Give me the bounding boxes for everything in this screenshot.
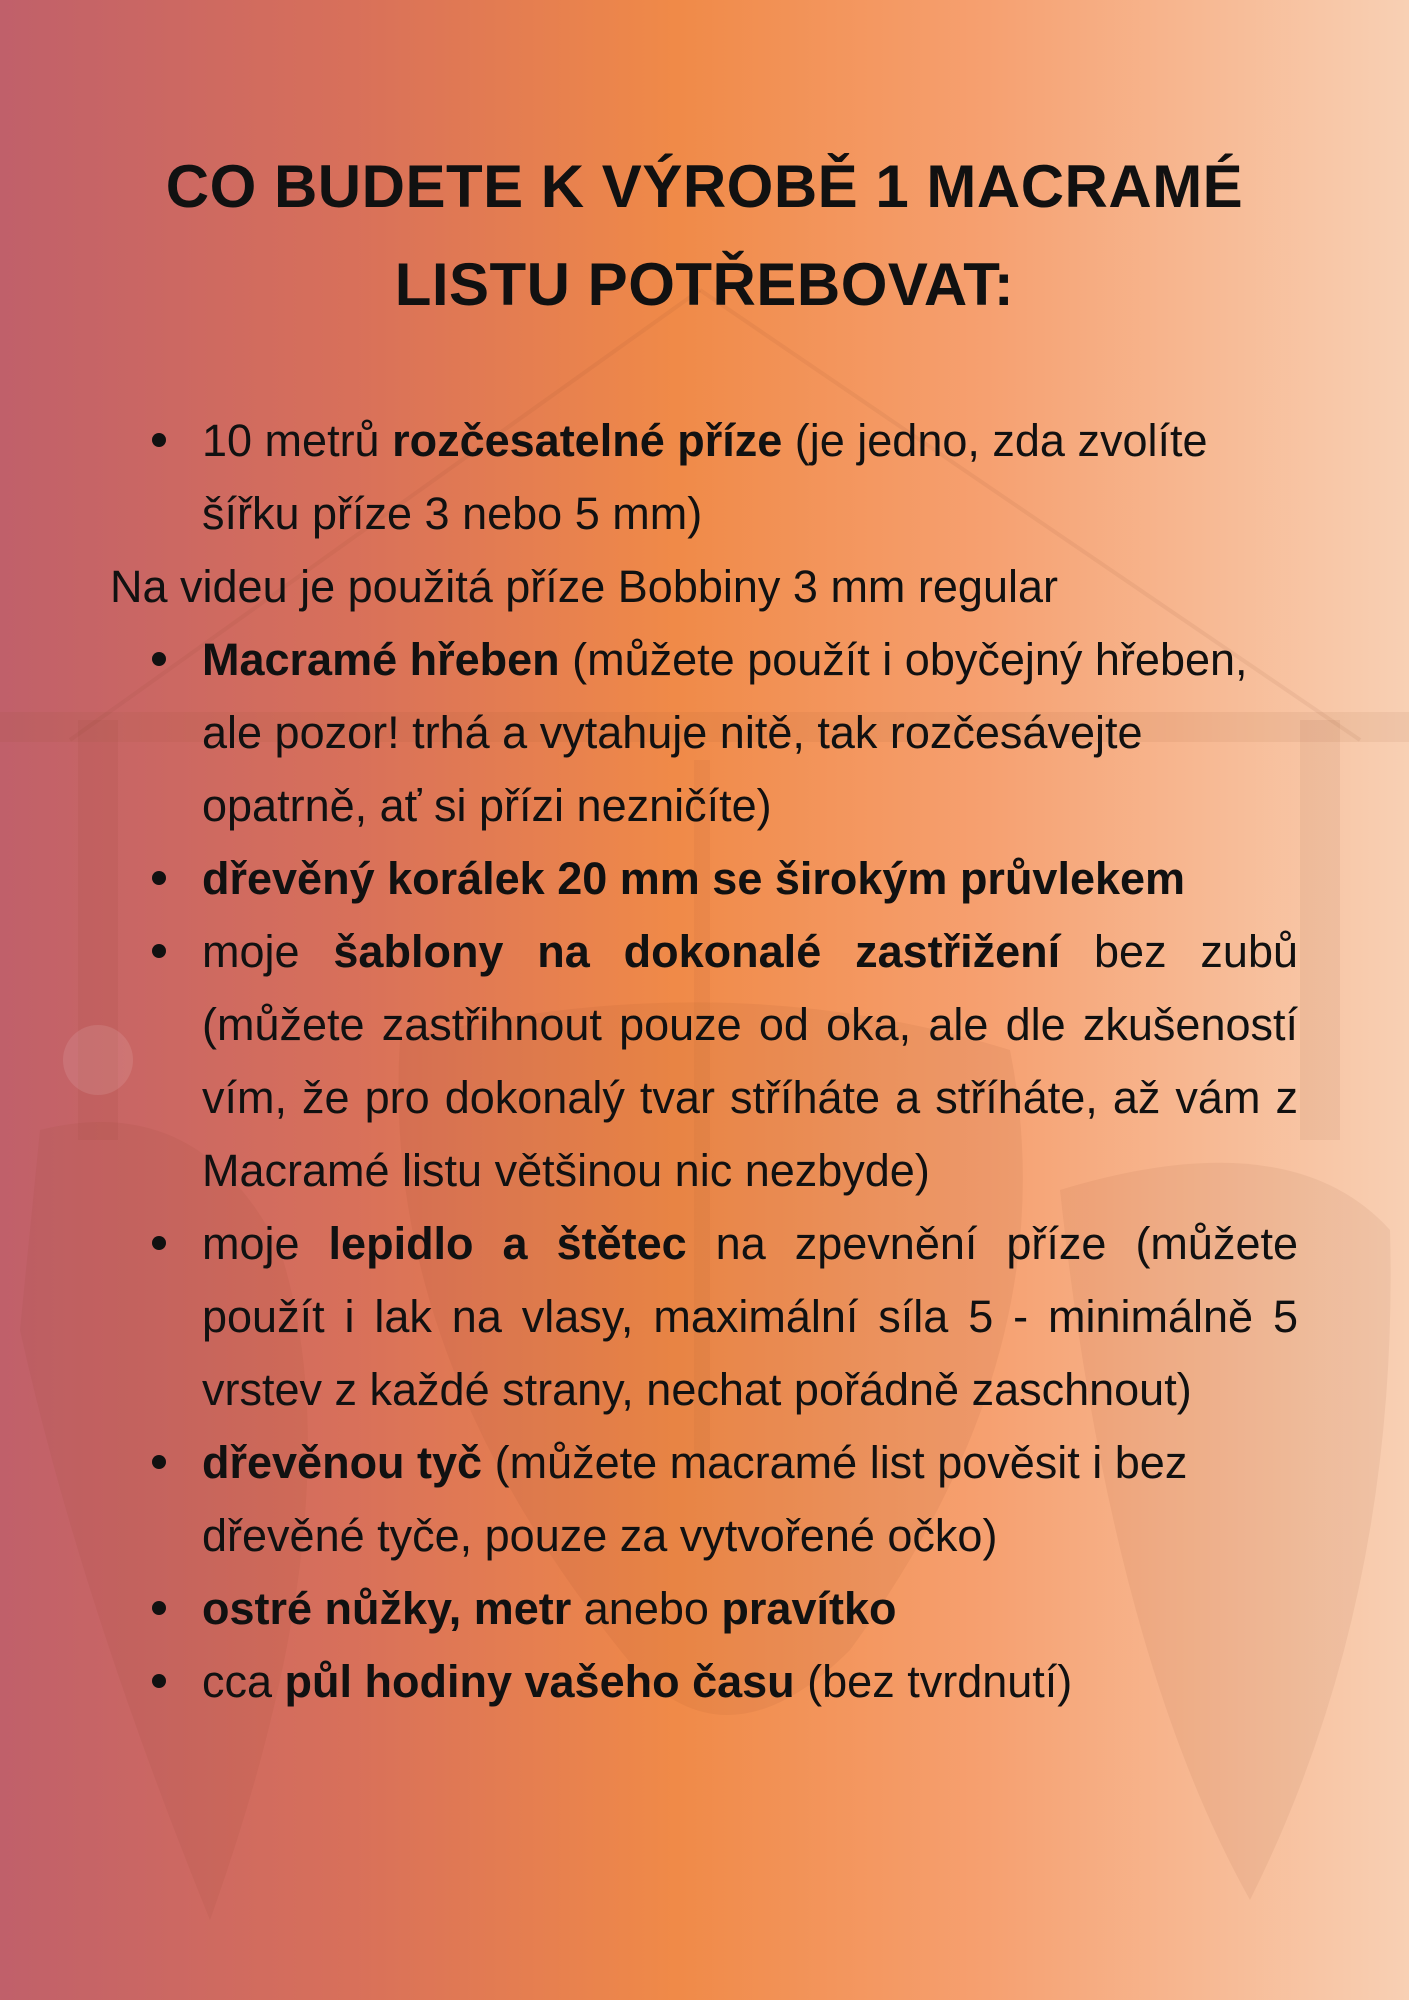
- list-item: [202, 1572, 1298, 1645]
- list-item: [202, 404, 1298, 550]
- bullet-icon: [152, 1674, 166, 1688]
- regular-text: (bez tvrdnutí): [794, 1656, 1073, 1707]
- regular-text: na zpevnění příze (můžete použít i lak na vlasy, maximální síla 5 - minimálně 5 vrstev z každé strany, nechat pořádně zaschnout): [202, 1218, 1298, 1415]
- regular-text: 10 metrů: [202, 415, 393, 466]
- list-item: [202, 915, 1298, 1207]
- list-item-text: [202, 1207, 1298, 1426]
- regular-text: bez zubů (můžete zastřihnout pouze od oka, ale dle zkušeností vím, že pro dokonalý tvar stříháte a stříháte, až vám z Macramé listu většinou nic nezbyde): [202, 926, 1299, 1196]
- bullet-icon: [152, 944, 166, 958]
- list-item: [202, 1207, 1298, 1426]
- bullet-icon: [152, 1455, 166, 1469]
- bold-text: ostré nůžky, metr: [202, 1583, 572, 1634]
- bold-text: šablony na dokonalé zastřižení: [333, 926, 1061, 977]
- list-item-text: [202, 1572, 1298, 1645]
- bullet-icon: [152, 1236, 166, 1250]
- bullet-icon: [152, 871, 166, 885]
- page-title: [100, 138, 1309, 334]
- bold-text: pravítko: [721, 1583, 897, 1634]
- title-line-2: LISTU POTŘEBOVAT:: [394, 251, 1015, 318]
- regular-text: (můžete macramé list pověsit i bez dřevěné tyče, pouze za vytvořené očko): [202, 1437, 1188, 1561]
- list-item: [202, 842, 1298, 915]
- regular-text: moje: [202, 1218, 329, 1269]
- bold-text: rozčesatelné příze: [392, 415, 783, 466]
- materials-list-first: [202, 404, 1298, 550]
- regular-text: moje: [202, 926, 334, 977]
- regular-text: anebo: [571, 1583, 722, 1634]
- list-item: [202, 1426, 1298, 1572]
- bullet-icon: [152, 1601, 166, 1615]
- list-item-text: [202, 404, 1298, 550]
- title-line-1: CO BUDETE K VÝROBĚ 1 MACRAMÉ: [165, 153, 1244, 220]
- list-item-text: [202, 623, 1298, 842]
- list-item-text: [202, 842, 1298, 915]
- materials-list-second: [202, 623, 1298, 1718]
- list-item: [202, 1645, 1298, 1718]
- bold-text: lepidlo a štětec: [328, 1218, 687, 1269]
- regular-text: cca: [202, 1656, 285, 1707]
- bold-text: dřevěný korálek 20 mm se širokým průvlekem: [202, 853, 1186, 904]
- bullet-icon: [152, 433, 166, 447]
- list-item: [202, 623, 1298, 842]
- bold-text: dřevěnou tyč: [202, 1437, 483, 1488]
- list-item-text: [202, 915, 1298, 1207]
- bold-text: Macramé hřeben: [202, 634, 560, 685]
- regular-text: (je jedno, zda zvolíte šířku příze 3 nebo 5 mm): [202, 415, 1208, 539]
- bullet-icon: [152, 652, 166, 666]
- video-note: Na videu je použitá příze Bobbiny 3 mm regular: [110, 561, 1058, 612]
- bold-text: půl hodiny vašeho času: [284, 1656, 795, 1707]
- list-item-text: [202, 1426, 1298, 1572]
- list-item-text: [202, 1645, 1298, 1718]
- regular-text: (můžete použít i obyčejný hřeben, ale pozor! trhá a vytahuje nitě, tak rozčesávejte opatrně, ať si přízi nezničíte): [202, 634, 1248, 831]
